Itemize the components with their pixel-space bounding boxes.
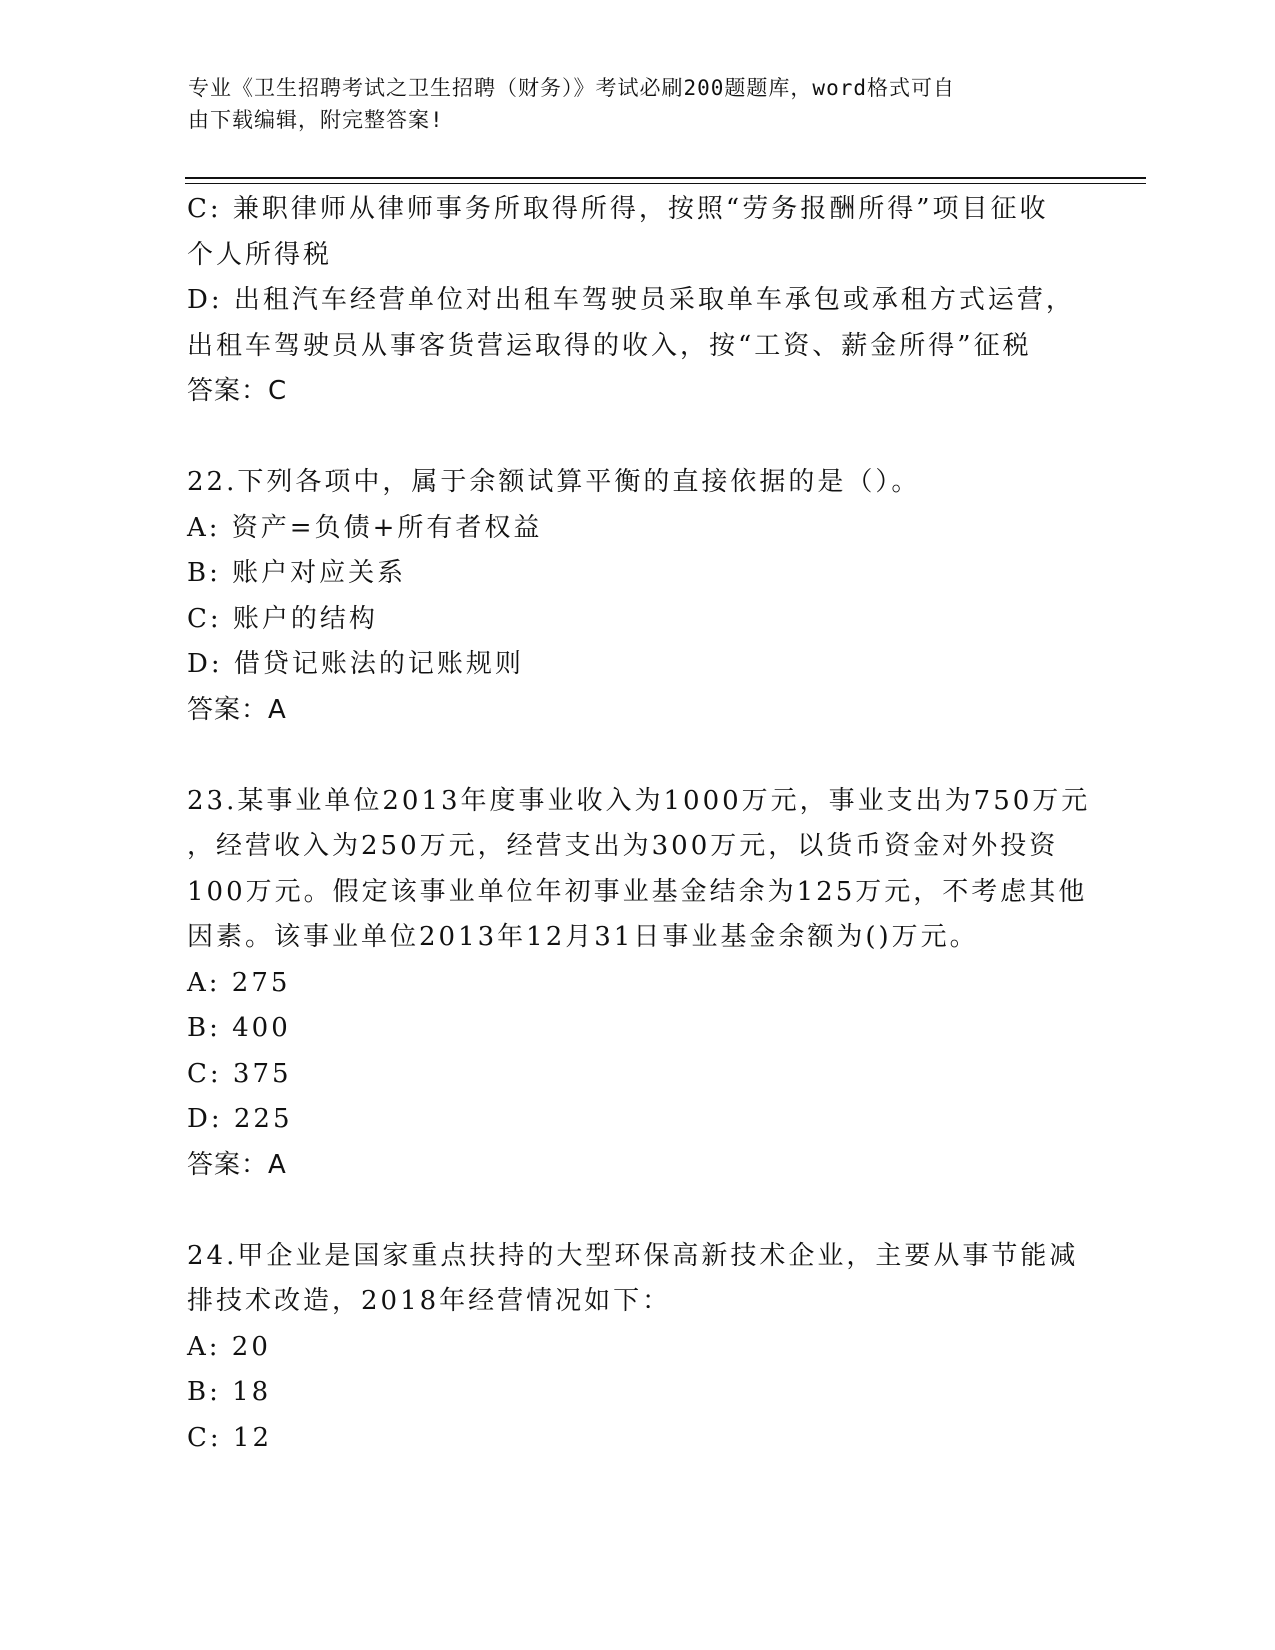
question-stem-line-4: 因素。该事业单位2013年12月31日事业基金余额为()万元。 xyxy=(187,922,979,952)
option-a: A: 275 xyxy=(187,967,291,998)
question-23 xyxy=(187,779,1091,1189)
spacer xyxy=(187,1188,1087,1234)
document-header xyxy=(188,72,1088,136)
question-24 xyxy=(187,1234,1087,1462)
header-rule-thick xyxy=(185,177,1146,179)
option-c: C: 12 xyxy=(187,1422,273,1453)
answer: 答案：C xyxy=(187,376,288,406)
option-a: A: 资产=负债+所有者权益 xyxy=(187,512,543,543)
option-c: C: 375 xyxy=(187,1058,292,1089)
question-22 xyxy=(187,460,1087,733)
option-b: B: 账户对应关系 xyxy=(187,558,407,588)
document-body xyxy=(187,187,1091,1461)
answer: 答案：A xyxy=(187,1149,287,1180)
option-d-line-2: 出租车驾驶员从事客货营运取得的收入，按“工资、薪金所得”征税 xyxy=(187,330,1032,361)
question-stem-line-2: 排技术改造，2018年经营情况如下： xyxy=(187,1286,672,1316)
option-d-line-1: D: 出租汽车经营单位对出租车驾驶员采取单车承包或承租方式运营， xyxy=(187,285,1075,315)
spacer xyxy=(187,415,1087,461)
question-stem-line-1: 24.甲企业是国家重点扶持的大型环保高新技术企业，主要从事节能减 xyxy=(187,1240,1079,1271)
question-stem-line-3: 100万元。假定该事业单位年初事业基金结余为125万元，不考虑其他 xyxy=(187,876,1088,907)
option-b: B: 400 xyxy=(187,1013,291,1043)
option-d: D: 借贷记账法的记账规则 xyxy=(187,649,524,679)
question-stem-line-2: ，经营收入为250万元，经营支出为300万元，以货币资金对外投资 xyxy=(187,831,1059,861)
option-c: C: 账户的结构 xyxy=(187,603,378,634)
option-a: A: 20 xyxy=(187,1331,271,1362)
option-d: D: 225 xyxy=(187,1104,293,1134)
spacer xyxy=(187,733,1087,779)
question-stem-line-1: 23.某事业单位2013年度事业收入为1000万元，事业支出为750万元 xyxy=(187,785,1091,816)
option-b: B: 18 xyxy=(187,1377,272,1407)
question-stem: 22.下列各项中，属于余额试算平衡的直接依据的是（）。 xyxy=(187,467,921,497)
header-line-2: 由下载编辑，附完整答案! xyxy=(188,108,444,132)
answer: 答案：A xyxy=(187,694,287,725)
option-c-line-1: C: 兼职律师从律师事务所取得所得，按照“劳务报酬所得”项目征收 xyxy=(187,194,1049,224)
option-c-line-2: 个人所得税 xyxy=(187,239,333,270)
question-21-continued xyxy=(187,187,1087,415)
header-line-1: 专业《卫生招聘考试之卫生招聘（财务）》考试必刷200题题库，word格式可自 xyxy=(188,76,955,100)
header-rule-thin xyxy=(185,183,1146,184)
